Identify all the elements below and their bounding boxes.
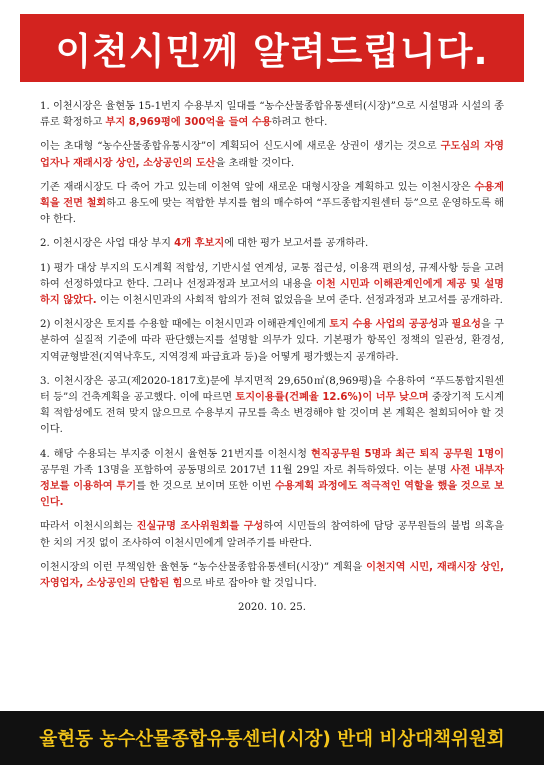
body-text: 하고 용도에 맞는 적합한 부지를 협의 매수하여 “푸드종합지원센터 등”으로 운영하도록 해야 한다. [40,198,505,226]
highlighted-text: 진실규명 조사위원회를 구성 [136,521,264,533]
body-text: 을 구분하여 실질적 기준에 따라 판단했는지를 설명할 의무가 있다. 기본평가 항목인 정책의 일관성, 환경성, 지역균형발전(지역낙후도, 지역경제 파급효과 등)을 어떻게 평가했는지 공개하라. [40,319,504,363]
highlighted-text: 부지 8,969평에 300억을 들여 수용 [105,117,272,129]
body-text: 따라서 이천시의회는 [40,521,137,533]
body-text: 이천시장의 이런 무책임한 율현동 “농수산물종합유통센터(시장)” 계획을 [40,561,367,573]
footer-organization: 율현동 농수산물종합유통센터(시장) 반대 비상대책위원회 [39,729,505,750]
paragraph [40,317,504,366]
highlighted-text: 사전 내부자 정보를 이용하여 투기 [40,464,504,493]
body-text: 기존 재래시장도 다 죽어 가고 있는데 이천역 앞에 새로운 대형시장을 계획하고 있는 이천시장은 [40,181,475,193]
footer-banner [0,711,544,765]
body-text: 하여 시민들의 참여하에 담당 공무원들의 불법 의혹을 한 치의 거짓 없이 조사하여 이천시민에게 알려주기를 바란다. [40,521,505,549]
notice-date: 2020. 10. 25. [237,602,307,614]
body-text: 를 한 것으로 보이며 또한 이번 [136,481,275,493]
body-text: 공무원 가족 13명을 포함하여 공동명의로 2017년 11월 29일 자로 취득하였다. 이는 분명 [40,464,451,476]
body-text: 1. 이천시장은 율현동 15-1번지 수용부지 일대를 “농수산물종합유통센터(시장)”으로 시설명과 시설의 종류로 확정하고 [40,101,504,129]
paragraph [40,99,504,131]
body-text: 4. 해당 수용되는 부지중 이천시 율현동 21번지를 이천시청 [40,448,311,460]
highlighted-text: 수용계획 과정에도 적극적인 역할을 했을 것으로 보인다. [40,481,504,509]
page-title: 이천시민께 알려드립니다. [55,30,489,73]
highlighted-text: 구도심의 자영업자나 재래시장 상인, 소상공인의 도산 [40,141,505,169]
paragraph [40,139,504,171]
body-text: 중장기적 도시계획 적합성에도 전혀 맞지 않으므로 수용부지 규모를 축소 변경해야 할 것이며 본 계획은 철회되어야 할 것이다. [40,392,504,436]
body-text: 에 대한 평가 보고서를 공개하라. [224,238,369,250]
paragraph [40,236,504,252]
body-text: 3. 이천시장은 공고(제2020-1817호)문에 부지면적 29,650㎡(8,969평)을 수용하여 “푸드통합지원센터 등”의 건축계획을 공고했다. 이에 따르면 [40,375,504,404]
body-text: 이는 초대형 “농수산물종합유통시장”이 계획되어 신도시에 새로운 상권이 생기는 것으로 [40,141,441,153]
highlighted-text: 토지이용률(건폐율 12.6%)이 너무 낮으며 [235,392,429,404]
paragraph [40,180,504,229]
highlighted-text: 토지 수용 사업의 공공성 [329,319,439,331]
paragraph [40,447,504,512]
body-text: 2) 이천시장은 토지를 수용할 때에는 이천시민과 이해관계인에게 [40,319,330,331]
highlighted-text: 4개 후보지 [174,238,225,250]
highlighted-text: 이천지역 시민, 재래시장 상인, 자영업자, 소상공인의 단합된 힘 [40,561,504,590]
paragraph [40,519,504,551]
body-text: 을 초래할 것이다. [215,157,295,169]
body-text: 으로 바로 잡아야 할 것입니다. [182,578,317,590]
highlighted-text: 필요성 [451,319,482,331]
paragraph [40,374,504,439]
highlighted-text: 현직공무원 5명과 최근 퇴직 공무원 1명이 [310,448,505,460]
body-text: 하려고 한다. [271,117,328,129]
notice-body [40,99,504,616]
body-text: 이는 이천시민과의 사회적 합의가 전혀 없었음을 보여 준다. 선정과정과 보고서를 공개하라. [96,295,503,307]
body-text: 1) 평가 대상 부지의 도시계획 적합성, 기반시설 연계성, 교통 접근성, 이용객 편의성, 규제사항 등을 고려하여 선정하였다고 한다. 그러나 선정과정과 보고서의 내용을 [40,262,504,290]
highlighted-text: 이천 시민과 이해관계인에게 제공 및 설명하지 않았다. [40,278,505,307]
body-text: 과 [438,319,452,331]
paragraph-list [40,99,504,592]
highlighted-text: 수용계획을 전면 철회 [40,181,504,210]
paragraph [40,560,504,592]
header-banner [20,14,524,82]
body-text: 2. 이천시장은 사업 대상 부지 [40,238,175,250]
paragraph [40,261,504,310]
